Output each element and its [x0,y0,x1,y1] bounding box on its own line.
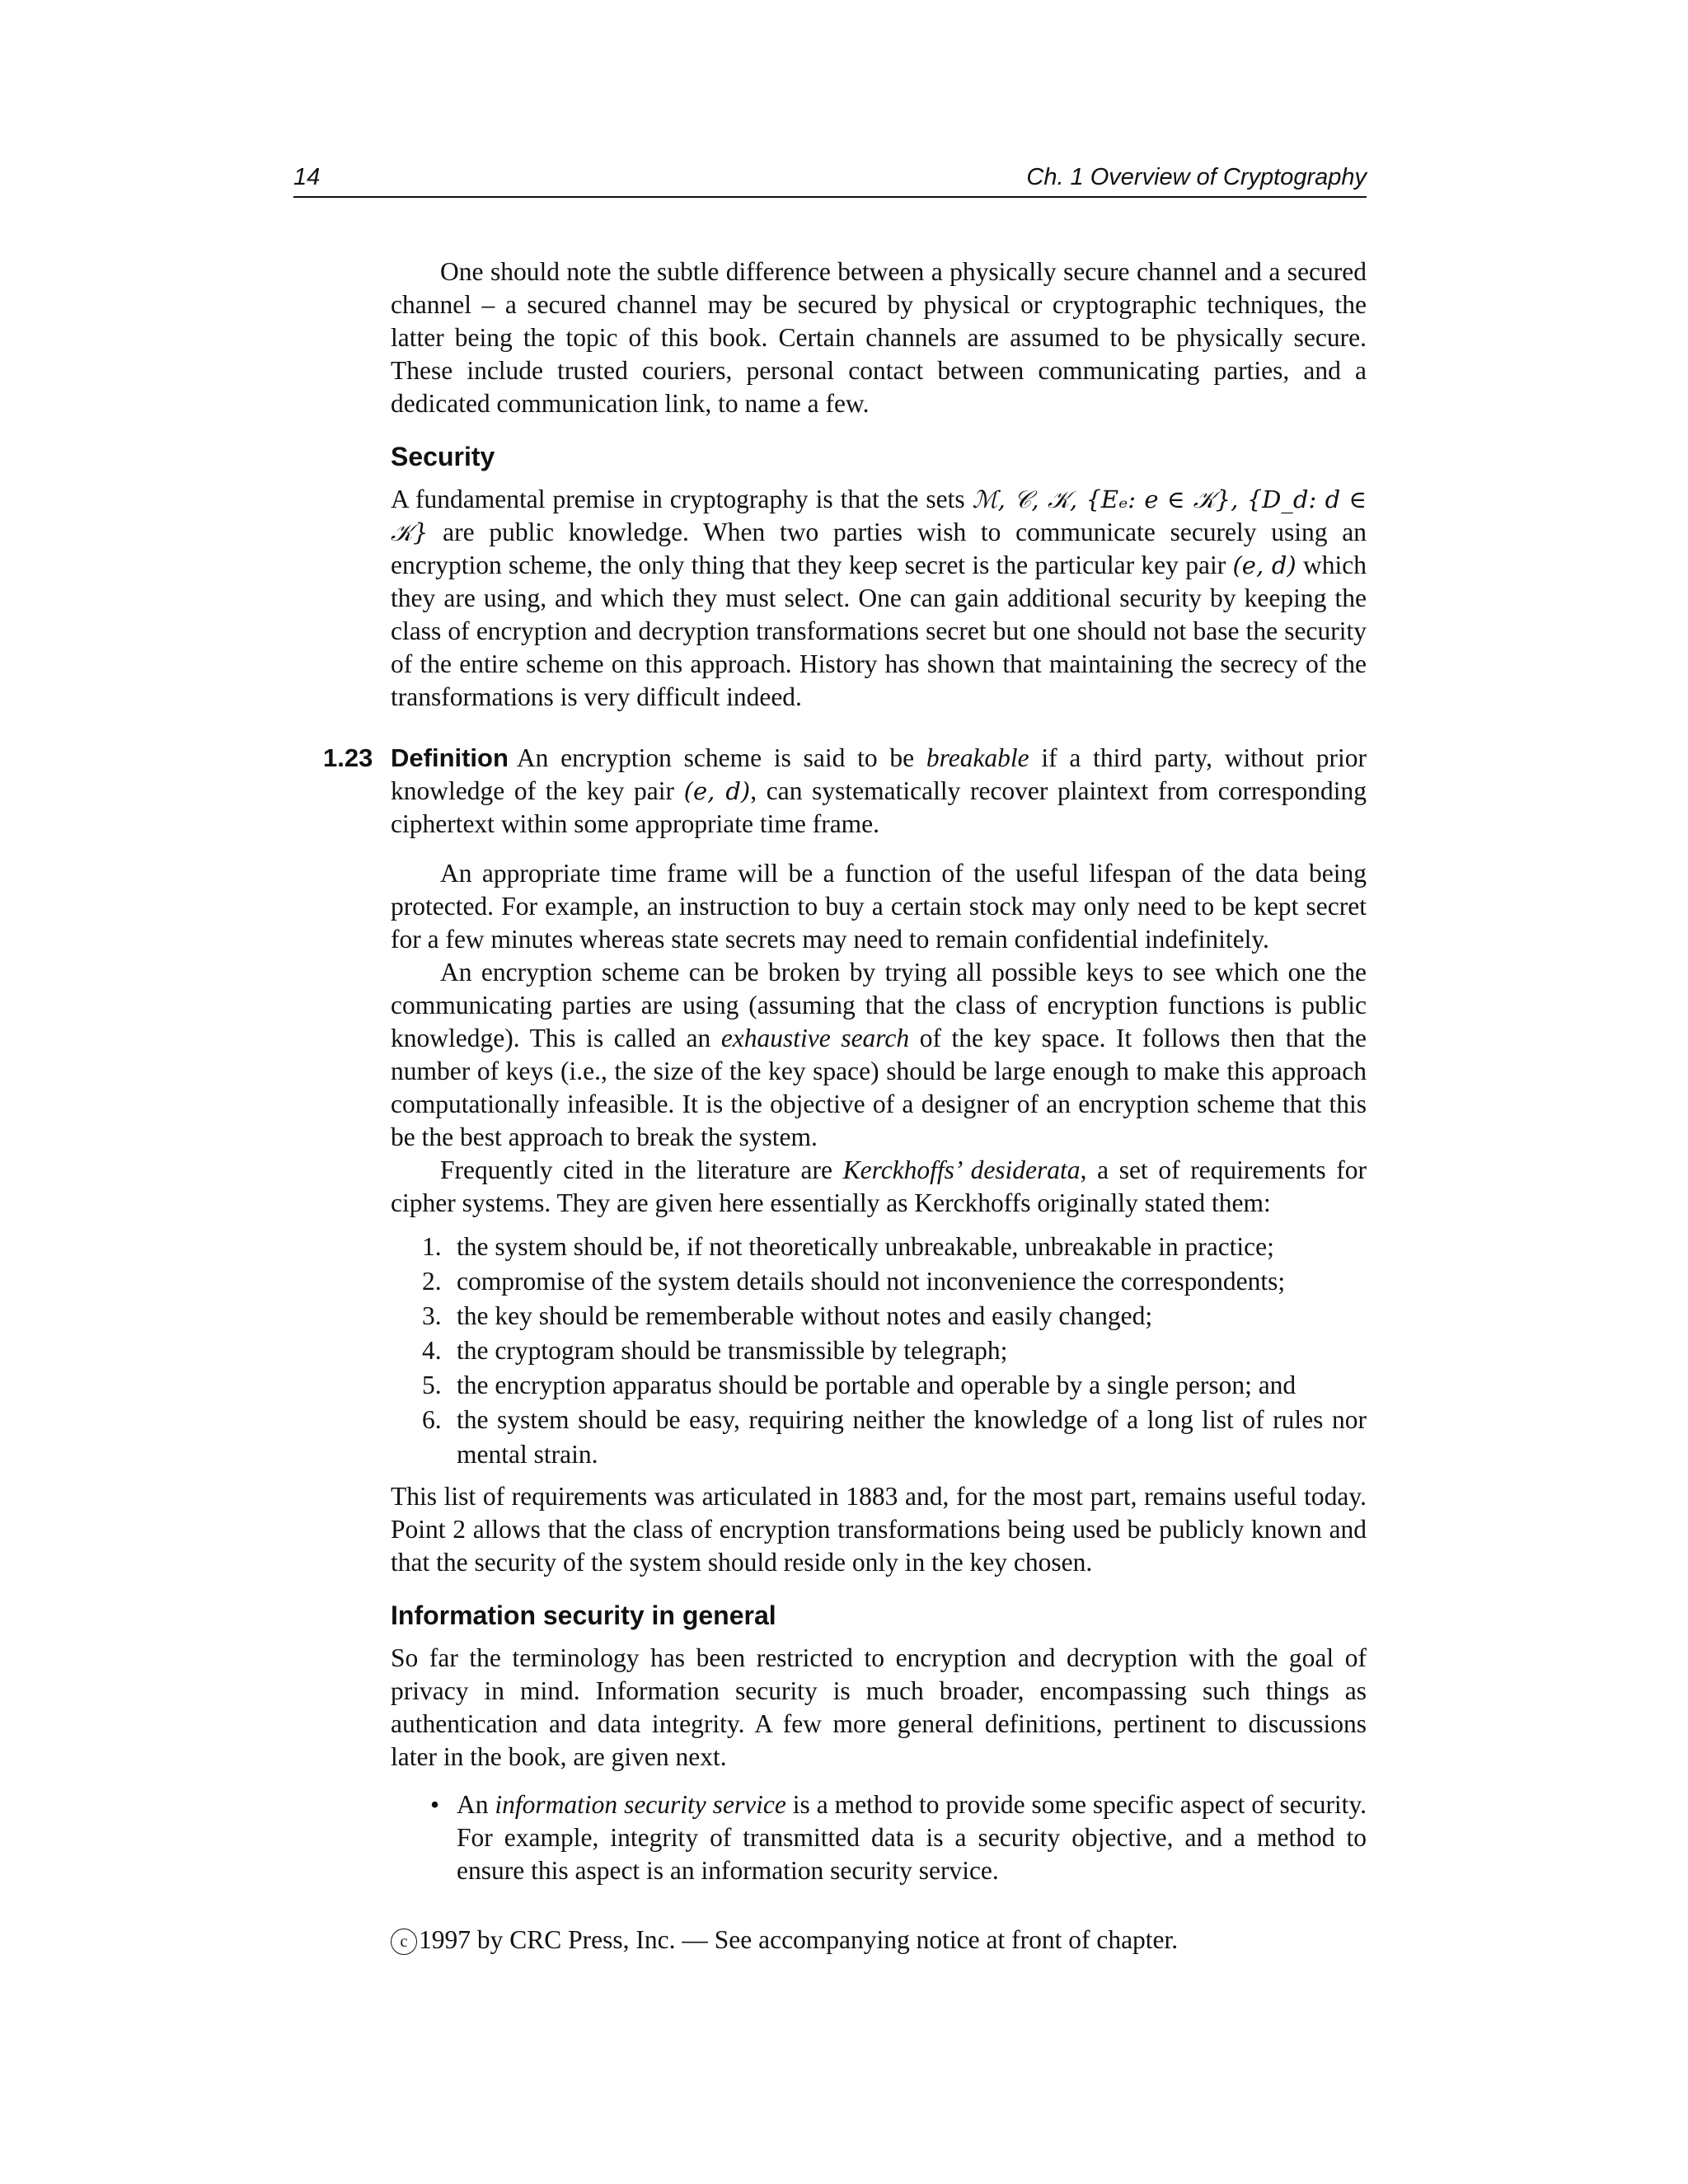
kerckhoffs-paragraph: Frequently cited in the literature are Kerckhoffs’ desiderata, a set of requirements for cipher systems. They are given here essentially as Kerckhoffs originally stated them: [391,1155,1367,1217]
security-heading: Security [391,442,495,471]
list-item: 1. the system should be, if not theoretically unbreakable, unbreakable in practice; [422,1232,1274,1261]
term-exhaustive-search: exhaustive search [720,1024,910,1052]
math-key-pair-def: (e, d) [683,777,751,805]
chapter-title: Ch. 1 Overview of Cryptography [1026,164,1367,190]
math-sets: ℳ, 𝒞, 𝒦, {Eₑ: e ∈ 𝒦}, {D_d: d ∈ 𝒦} [391,485,1367,546]
term-information-security-service: information security service [495,1790,786,1819]
page-body [323,255,1367,1887]
list-item: 6. the system should be easy, requiring neither the knowledge of a long list of rules nor mental strain. [422,1405,1367,1469]
info-security-heading: Information security in general [391,1601,776,1630]
definition-number: 1.23 [323,743,373,772]
list-item: 3. the key should be rememberable without notes and easily changed; [422,1301,1153,1330]
list-item: 4. the cryptogram should be transmissible by telegraph; [422,1336,1008,1365]
copyright-footer [391,1925,1178,1955]
bullet-icon: • [430,1790,440,1819]
copyright-text: 1997 by CRC Press, Inc. — See accompanying notice at front of chapter. [419,1925,1179,1954]
exhaustive-search-paragraph: An encryption scheme can be broken by trying all possible keys to see which one the communicating parties are using (assuming that the class of encryption functions is public knowledge). This is called an exhaustive search of the key space. It follows then that the number of keys (i.e., the size of the key space) should be large enough to make this approach computationally infeasible. It is the objective of a designer of an encryption scheme that this be the best approach to break the system. [391,958,1367,1151]
timeframe-paragraph: An appropriate time frame will be a function of the useful lifespan of the data being protected. For example, an instruction to buy a certain stock may only need to be kept secret for a few minutes whereas state secrets may need to remain confidential indefinitely. [391,859,1367,954]
definition-text: Definition An encryption scheme is said to be breakable if a third party, without prior knowledge of the key pair (e, d), can systematically recover plaintext from corresponding ciphertext within some appropriate time frame. [391,743,1367,838]
running-header [293,158,1367,198]
list-item: 2. compromise of the system details should not inconvenience the correspondents; [422,1267,1286,1296]
intro-paragraph: One should note the subtle difference between a physically secure channel and a secured channel – a secured channel may be secured by physical or cryptographic techniques, the latter being the topic of this book. Certain channels are assumed to be physically secure. These include trusted couriers, personal contact between communicating parties, and a dedicated communication link, to name a few. [391,257,1367,418]
list-item: 5. the encryption apparatus should be portable and operable by a single person; and [422,1371,1296,1399]
definition-label: Definition [391,743,509,772]
security-paragraph: A fundamental premise in cryptography is that the sets ℳ, 𝒞, 𝒦, {Eₑ: e ∈ 𝒦}, {D_d: d ∈ 𝒦} are public knowledge. When two parties wish to communicate securely using an encryption scheme, the only thing that they keep secret is the particular key pair (e, d) which they are using, and which they must select. One can gain additional security by keeping the class of encryption and decryption transformations secret but one should not base the security of the entire scheme on this approach. History has shown that maintaining the secrecy of the transformations is very difficult indeed. [391,485,1367,711]
page-number: 14 [293,164,321,190]
definitions-bullet-list [391,1788,1367,1887]
list-item: • An information security service is a method to provide some specific aspect of security. For example, integrity of transmitted data is a security objective, and a method to ensure this aspect is an information security service. [430,1790,1367,1885]
definition-1-23 [323,742,1367,841]
term-kerckhoffs-desiderata: Kerckhoffs’ desiderata [842,1155,1081,1184]
requirements-list [391,1230,1367,1472]
info-security-paragraph: So far the terminology has been restricted to encryption and decryption with the goal of privacy in mind. Information security is much broader, encompassing such things as authentication and data integrity. A few more general definitions, pertinent to discussions later in the book, are given next. [391,1643,1367,1771]
term-breakable: breakable [926,743,1029,772]
copyright-icon: c [391,1929,417,1955]
list-summary-paragraph: This list of requirements was articulated in 1883 and, for the most part, remains useful today. Point 2 allows that the class of encryption transformations being used be publicly known and that the security of the system should reside only in the key chosen. [391,1482,1367,1577]
math-key-pair: (e, d) [1232,551,1296,579]
